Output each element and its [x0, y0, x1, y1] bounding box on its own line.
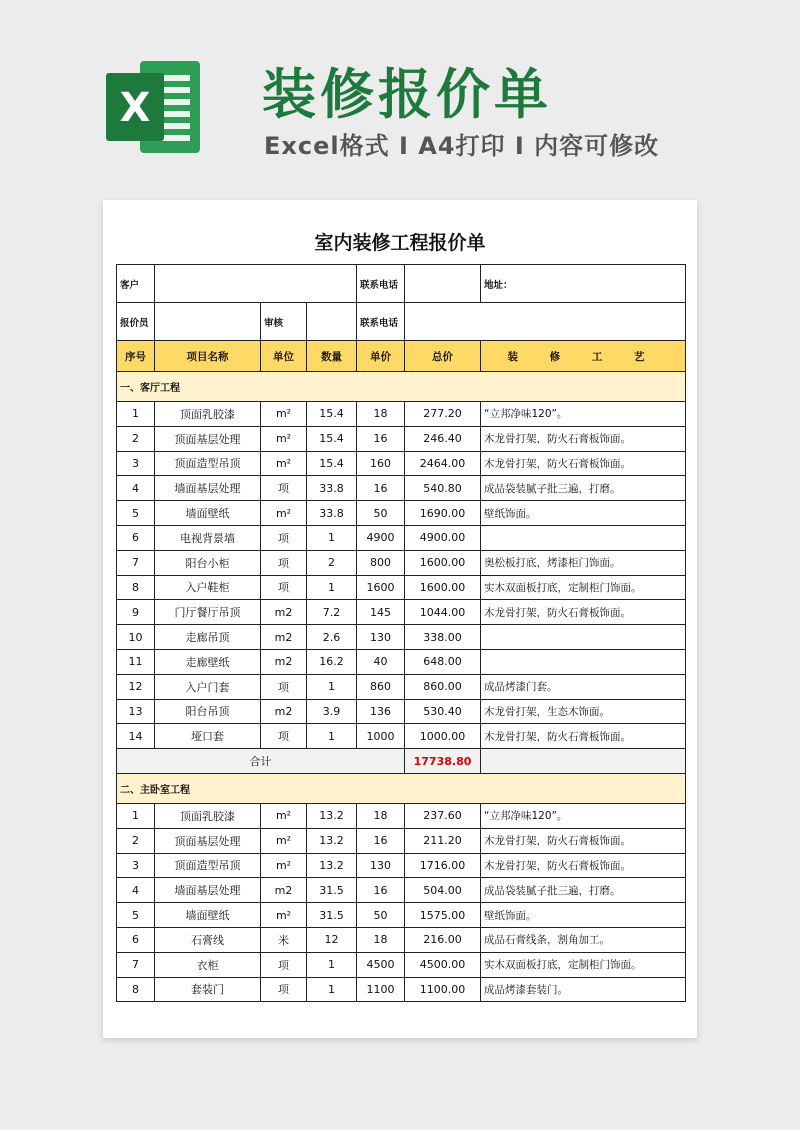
- quantity[interactable]: 31.5: [307, 878, 357, 903]
- quote-sheet: [103, 200, 697, 1038]
- unit-price[interactable]: 18: [357, 927, 405, 952]
- total-price[interactable]: 1575.00: [405, 903, 481, 928]
- quantity[interactable]: 33.8: [307, 476, 357, 501]
- quantity[interactable]: 33.8: [307, 501, 357, 526]
- quoter-label: 报价员: [117, 303, 155, 341]
- unit-price[interactable]: 1100: [357, 977, 405, 1002]
- customer-label: 客户: [117, 265, 155, 303]
- unit-price[interactable]: 16: [357, 426, 405, 451]
- craft-desc[interactable]: 木龙骨打架，防火石膏板饰面。: [481, 724, 686, 749]
- total-price[interactable]: 530.40: [405, 699, 481, 724]
- item-name[interactable]: 阳台小柜: [155, 550, 261, 575]
- craft-desc[interactable]: 成品烤漆套装门。: [481, 977, 686, 1002]
- unit-price[interactable]: 800: [357, 550, 405, 575]
- item-name[interactable]: 墙面基层处理: [155, 878, 261, 903]
- section-title: 一、客厅工程: [117, 372, 686, 402]
- total-price[interactable]: 211.20: [405, 828, 481, 853]
- total-price[interactable]: 1690.00: [405, 501, 481, 526]
- row-index[interactable]: 2: [117, 828, 155, 853]
- customer-value[interactable]: [155, 265, 357, 303]
- row-index[interactable]: 3: [117, 451, 155, 476]
- quantity[interactable]: 1: [307, 525, 357, 550]
- unit-price[interactable]: 160: [357, 451, 405, 476]
- row-index[interactable]: 2: [117, 426, 155, 451]
- total-price[interactable]: 1100.00: [405, 977, 481, 1002]
- phone-value-2[interactable]: [405, 303, 686, 341]
- row-index[interactable]: 6: [117, 525, 155, 550]
- total-price[interactable]: 277.20: [405, 402, 481, 427]
- banner-title: 装修报价单: [262, 63, 552, 126]
- unit-price[interactable]: 16: [357, 828, 405, 853]
- header-cell: 数量: [307, 341, 357, 372]
- craft-desc[interactable]: 木龙骨打架，防火石膏板饰面。: [481, 853, 686, 878]
- table-row: [117, 451, 686, 476]
- total-price[interactable]: 4500.00: [405, 952, 481, 977]
- unit-price[interactable]: 50: [357, 903, 405, 928]
- quantity[interactable]: 7.2: [307, 600, 357, 625]
- total-price[interactable]: 1000.00: [405, 724, 481, 749]
- item-name[interactable]: 走廊壁纸: [155, 649, 261, 674]
- craft-desc[interactable]: [481, 525, 686, 550]
- item-name[interactable]: 墙面壁纸: [155, 501, 261, 526]
- total-price[interactable]: 2464.00: [405, 451, 481, 476]
- total-price[interactable]: 1716.00: [405, 853, 481, 878]
- row-index[interactable]: 1: [117, 402, 155, 427]
- quantity[interactable]: 15.4: [307, 451, 357, 476]
- unit[interactable]: 项: [261, 525, 307, 550]
- unit[interactable]: 项: [261, 674, 307, 699]
- quantity[interactable]: 1: [307, 952, 357, 977]
- section1-body: [117, 402, 686, 749]
- craft-desc[interactable]: [481, 649, 686, 674]
- quote-table: [116, 264, 686, 1002]
- item-name[interactable]: 墙面基层处理: [155, 476, 261, 501]
- unit[interactable]: m²: [261, 501, 307, 526]
- craft-desc[interactable]: 木龙骨打架，防火石膏板饰面。: [481, 600, 686, 625]
- unit-price[interactable]: 145: [357, 600, 405, 625]
- unit[interactable]: 项: [261, 575, 307, 600]
- unit[interactable]: m2: [261, 625, 307, 650]
- unit[interactable]: m2: [261, 649, 307, 674]
- quantity[interactable]: 16.2: [307, 649, 357, 674]
- table-row: [117, 575, 686, 600]
- item-name[interactable]: 顶面基层处理: [155, 828, 261, 853]
- table-row: [117, 476, 686, 501]
- unit-price[interactable]: 18: [357, 803, 405, 828]
- quantity[interactable]: 1: [307, 977, 357, 1002]
- total-note[interactable]: [481, 749, 686, 774]
- table-row: [117, 402, 686, 427]
- row-index[interactable]: 1: [117, 803, 155, 828]
- item-name[interactable]: 电视背景墙: [155, 525, 261, 550]
- total-price[interactable]: 4900.00: [405, 525, 481, 550]
- unit-price[interactable]: 40: [357, 649, 405, 674]
- craft-desc[interactable]: 成品石膏线条，割角加工。: [481, 927, 686, 952]
- row-index[interactable]: 13: [117, 699, 155, 724]
- craft-desc[interactable]: 实木双面板打底，定制柜门饰面。: [481, 575, 686, 600]
- quantity[interactable]: 13.2: [307, 803, 357, 828]
- quantity[interactable]: 15.4: [307, 402, 357, 427]
- quantity[interactable]: 1: [307, 674, 357, 699]
- row-index[interactable]: 5: [117, 903, 155, 928]
- unit-price[interactable]: 1600: [357, 575, 405, 600]
- row-index[interactable]: 9: [117, 600, 155, 625]
- row-index[interactable]: 14: [117, 724, 155, 749]
- header-cell: 装 修 工 艺: [481, 341, 686, 372]
- table-row: [117, 952, 686, 977]
- row-index[interactable]: 8: [117, 575, 155, 600]
- quantity[interactable]: 2: [307, 550, 357, 575]
- quantity[interactable]: 2.6: [307, 625, 357, 650]
- craft-desc[interactable]: “立邦净味120”。: [481, 402, 686, 427]
- item-name[interactable]: 顶面造型吊顶: [155, 451, 261, 476]
- unit-price[interactable]: 130: [357, 853, 405, 878]
- quantity[interactable]: 1: [307, 575, 357, 600]
- craft-desc[interactable]: 木龙骨打架，防火石膏板饰面。: [481, 426, 686, 451]
- table-row: [117, 625, 686, 650]
- unit[interactable]: 项: [261, 550, 307, 575]
- total-price[interactable]: 648.00: [405, 649, 481, 674]
- total-price[interactable]: 860.00: [405, 674, 481, 699]
- row-index[interactable]: 8: [117, 977, 155, 1002]
- section-title: 二、主卧室工程: [117, 773, 686, 803]
- unit-price[interactable]: 4900: [357, 525, 405, 550]
- quoter-row: [117, 303, 686, 341]
- table-row: [117, 903, 686, 928]
- total-label: 合计: [117, 749, 405, 774]
- table-row: [117, 878, 686, 903]
- total-price[interactable]: 1600.00: [405, 575, 481, 600]
- header-cell: 总价: [405, 341, 481, 372]
- quantity[interactable]: 3.9: [307, 699, 357, 724]
- item-name[interactable]: 石膏线: [155, 927, 261, 952]
- total-price[interactable]: 216.00: [405, 927, 481, 952]
- header-row: [117, 341, 686, 372]
- unit[interactable]: 米: [261, 927, 307, 952]
- row-index[interactable]: 4: [117, 878, 155, 903]
- unit[interactable]: m²: [261, 803, 307, 828]
- unit[interactable]: m²: [261, 451, 307, 476]
- item-name[interactable]: 入户门套: [155, 674, 261, 699]
- unit[interactable]: m2: [261, 878, 307, 903]
- total-price[interactable]: 540.80: [405, 476, 481, 501]
- unit-price[interactable]: 50: [357, 501, 405, 526]
- table-row: [117, 724, 686, 749]
- total-price[interactable]: 1044.00: [405, 600, 481, 625]
- customer-row: [117, 265, 686, 303]
- total-value[interactable]: 17738.80: [405, 749, 481, 774]
- excel-icon-letter: X: [119, 85, 151, 131]
- unit[interactable]: m²: [261, 426, 307, 451]
- unit-price[interactable]: 16: [357, 476, 405, 501]
- craft-desc[interactable]: 奥松板打底，烤漆柜门饰面。: [481, 550, 686, 575]
- total-price[interactable]: 338.00: [405, 625, 481, 650]
- table-row: [117, 550, 686, 575]
- review-value[interactable]: [307, 303, 357, 341]
- quantity[interactable]: 13.2: [307, 853, 357, 878]
- row-index[interactable]: 10: [117, 625, 155, 650]
- row-index[interactable]: 12: [117, 674, 155, 699]
- item-name[interactable]: 垭口套: [155, 724, 261, 749]
- unit[interactable]: m2: [261, 699, 307, 724]
- phone-label: 联系电话: [357, 265, 405, 303]
- item-name[interactable]: 顶面造型吊顶: [155, 853, 261, 878]
- unit[interactable]: 项: [261, 977, 307, 1002]
- table-row: [117, 927, 686, 952]
- item-name[interactable]: 门厅餐厅吊顶: [155, 600, 261, 625]
- craft-desc[interactable]: 实木双面板打底，定制柜门饰面。: [481, 952, 686, 977]
- craft-desc[interactable]: 成品烤漆门套。: [481, 674, 686, 699]
- quantity[interactable]: 13.2: [307, 828, 357, 853]
- craft-desc[interactable]: 木龙骨打架，生态木饰面。: [481, 699, 686, 724]
- craft-desc[interactable]: 成品袋装腻子批三遍，打磨。: [481, 878, 686, 903]
- craft-desc[interactable]: 壁纸饰面。: [481, 501, 686, 526]
- table-row: [117, 803, 686, 828]
- craft-desc[interactable]: “立邦净味120”。: [481, 803, 686, 828]
- header-cell: 项目名称: [155, 341, 261, 372]
- row-index[interactable]: 5: [117, 501, 155, 526]
- craft-desc[interactable]: [481, 625, 686, 650]
- quantity[interactable]: 12: [307, 927, 357, 952]
- unit-price[interactable]: 16: [357, 878, 405, 903]
- unit-price[interactable]: 130: [357, 625, 405, 650]
- banner-subtitle: Excel格式 I A4打印 I 内容可修改: [264, 132, 660, 160]
- section2-body: [117, 803, 686, 1001]
- phone-label-2: 联系电话: [357, 303, 405, 341]
- sheet-title: 室内装修工程报价单: [314, 232, 486, 254]
- unit[interactable]: m²: [261, 402, 307, 427]
- table-row: [117, 674, 686, 699]
- quantity[interactable]: 1: [307, 724, 357, 749]
- section-row: [117, 372, 686, 402]
- header-cell: 单位: [261, 341, 307, 372]
- row-index[interactable]: 7: [117, 550, 155, 575]
- excel-icon: [102, 55, 206, 159]
- row-index[interactable]: 3: [117, 853, 155, 878]
- item-name[interactable]: 入户鞋柜: [155, 575, 261, 600]
- unit[interactable]: m2: [261, 600, 307, 625]
- craft-desc[interactable]: 壁纸饰面。: [481, 903, 686, 928]
- craft-desc[interactable]: 成品袋装腻子批三遍，打磨。: [481, 476, 686, 501]
- total-price[interactable]: 237.60: [405, 803, 481, 828]
- section-row: [117, 773, 686, 803]
- total-price[interactable]: 246.40: [405, 426, 481, 451]
- total-price[interactable]: 1600.00: [405, 550, 481, 575]
- item-name[interactable]: 顶面乳胶漆: [155, 402, 261, 427]
- item-name[interactable]: 衣柜: [155, 952, 261, 977]
- unit-price[interactable]: 1000: [357, 724, 405, 749]
- review-label: 审核: [261, 303, 307, 341]
- quantity[interactable]: 31.5: [307, 903, 357, 928]
- row-index[interactable]: 4: [117, 476, 155, 501]
- unit-price[interactable]: 4500: [357, 952, 405, 977]
- item-name[interactable]: 走廊吊顶: [155, 625, 261, 650]
- table-row: [117, 525, 686, 550]
- row-index[interactable]: 11: [117, 649, 155, 674]
- unit[interactable]: m²: [261, 853, 307, 878]
- craft-desc[interactable]: 木龙骨打架，防火石膏板饰面。: [481, 828, 686, 853]
- quoter-value[interactable]: [155, 303, 261, 341]
- unit-price[interactable]: 18: [357, 402, 405, 427]
- table-row: [117, 853, 686, 878]
- row-index[interactable]: 7: [117, 952, 155, 977]
- table-row: [117, 600, 686, 625]
- table-row: [117, 977, 686, 1002]
- unit[interactable]: m²: [261, 828, 307, 853]
- row-index[interactable]: 6: [117, 927, 155, 952]
- banner: [0, 0, 800, 200]
- table-row: [117, 649, 686, 674]
- header-cell: 单价: [357, 341, 405, 372]
- header-cell: 序号: [117, 341, 155, 372]
- unit-price[interactable]: 136: [357, 699, 405, 724]
- address-label: 地址：: [481, 265, 686, 303]
- table-row: [117, 426, 686, 451]
- item-name[interactable]: 墙面壁纸: [155, 903, 261, 928]
- total-price[interactable]: 504.00: [405, 878, 481, 903]
- phone-value[interactable]: [405, 265, 481, 303]
- table-row: [117, 699, 686, 724]
- item-name[interactable]: 阳台吊顶: [155, 699, 261, 724]
- unit[interactable]: 项: [261, 476, 307, 501]
- item-name[interactable]: 顶面乳胶漆: [155, 803, 261, 828]
- item-name[interactable]: 套装门: [155, 977, 261, 1002]
- item-name[interactable]: 顶面基层处理: [155, 426, 261, 451]
- unit-price[interactable]: 860: [357, 674, 405, 699]
- quantity[interactable]: 15.4: [307, 426, 357, 451]
- table-row: [117, 501, 686, 526]
- table-row: [117, 828, 686, 853]
- craft-desc[interactable]: 木龙骨打架，防火石膏板饰面。: [481, 451, 686, 476]
- unit[interactable]: m²: [261, 903, 307, 928]
- unit[interactable]: 项: [261, 724, 307, 749]
- unit[interactable]: 项: [261, 952, 307, 977]
- total-row: [117, 749, 686, 774]
